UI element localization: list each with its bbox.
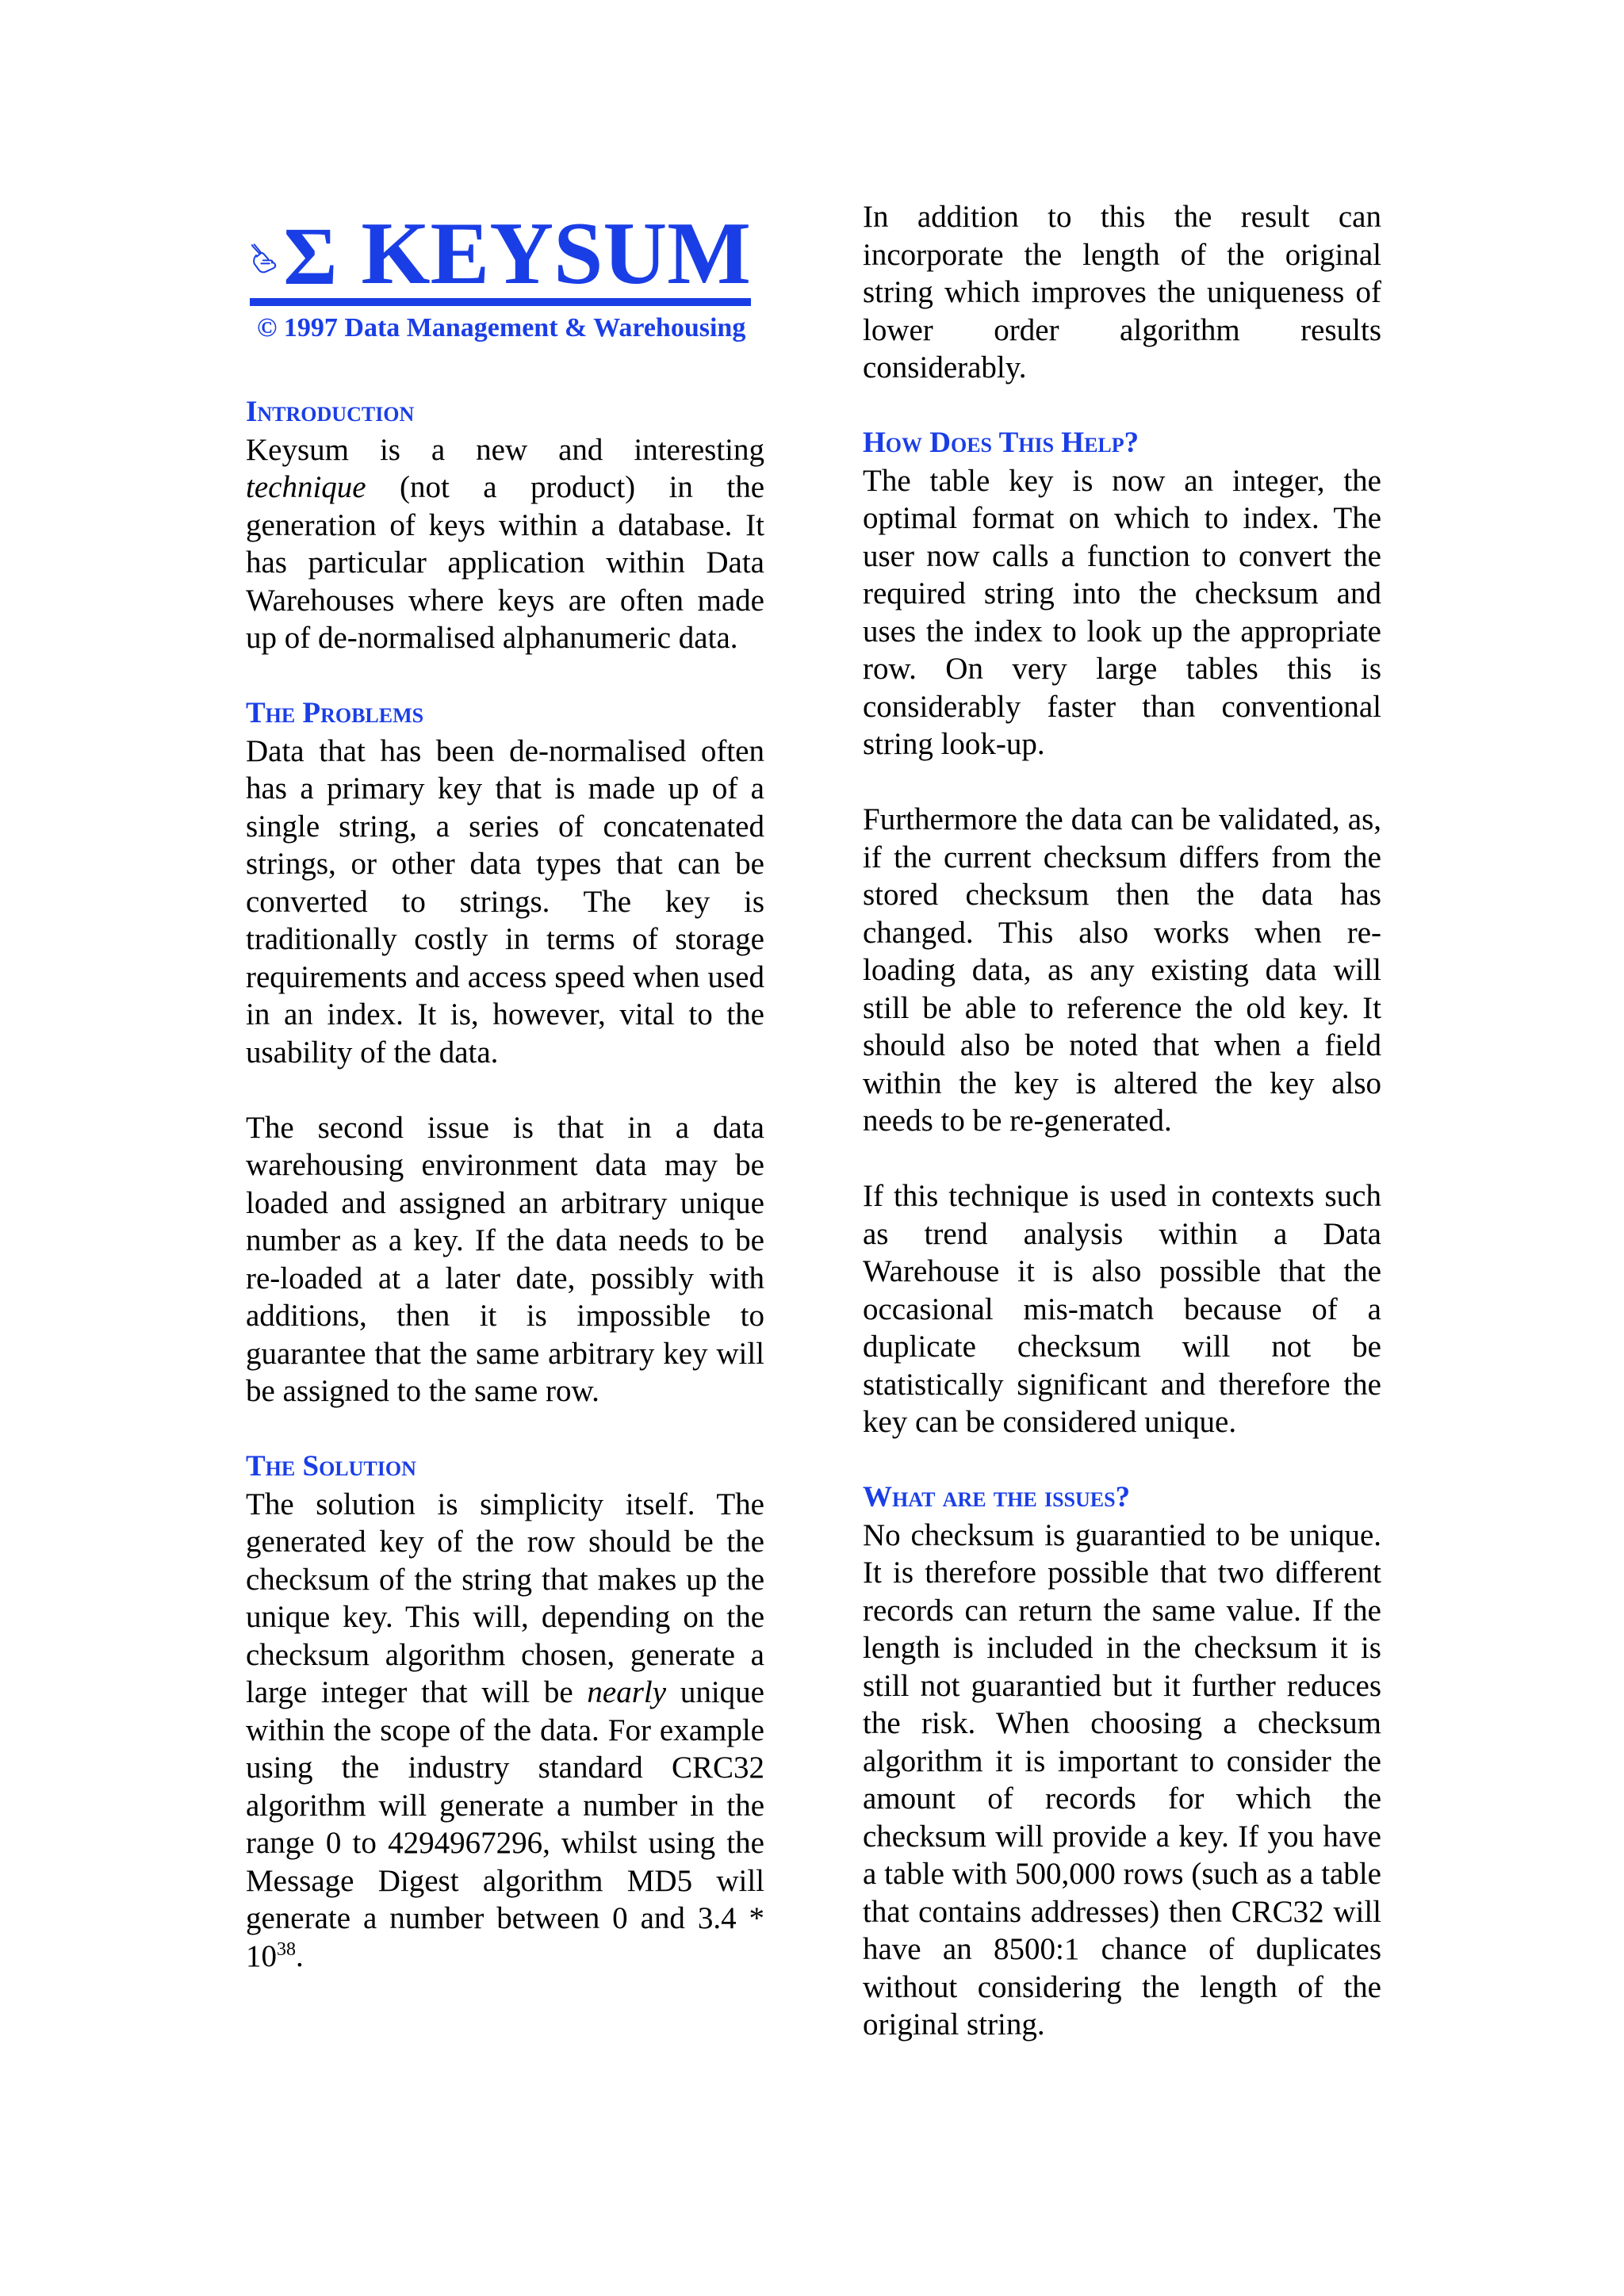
continuation-paragraph: In addition to this the result can incorporate the length of the original string which improves the uniqueness of lower order algorithm results considerably. [863, 200, 1381, 385]
problems-paragraph-2: The second issue is that in a data warehousing environment data may be loaded and assigned an arbitrary unique number as a key. If the data needs to be re-loaded at a later date, possibly with additions, then it is impossible to guarantee that the same arbitrary key will be assigned to the same row. [246, 1110, 764, 1408]
help-paragraph-1: The table key is now an integer, the optimal format on which to index. The user now calls a function to convert the required string into the checksum and uses the index to look up the appropriate row. On very large tables this is considerably faster than conventional string look-up. [863, 463, 1381, 761]
left-column [246, 198, 764, 1975]
copyright-notice: © 1997 Data Management & Warehousing [257, 313, 746, 342]
solution-paragraph: The solution is simplicity itself. The generated key of the row should be the checksum of the string that makes up the unique key. This will, depending on the checksum algorithm chosen, generate a large integer that will be nearly unique within the scope of the data. For example using the industry standard CRC32 algorithm will generate a number in the range 0 to 4294967296, whilst using the Message Digest algorithm MD5 will generate a number between 0 and $3.4 * 10^{38}$. [246, 1487, 764, 1973]
logo-title: KEYSUM [361, 205, 751, 303]
heading-solution: The Solution [246, 1450, 416, 1483]
heading-how-does-this-help: How Does This Help? [863, 427, 1139, 459]
heading-problems: The Problems [246, 697, 424, 729]
help-paragraph-2: Furthermore the data can be validated, as, if the current checksum differs from the stored checksum then the data has changed. This also works when re-loading data, as any existing data will still be able to reference the old key. It should also be noted that when a field within the key is altered the key also needs to be re-generated. [863, 802, 1381, 1138]
right-column [863, 198, 1381, 2044]
heading-issues: What are the issues? [863, 1481, 1131, 1513]
problems-paragraph-1: Data that has been de-normalised often has a primary key that is made up of a single string, a series of concatenated strings, or other data types that can be converted to strings. The key is traditionally costly in terms of storage requirements and access speed when used in an index. It is, however, vital to the usability of the data. [246, 733, 764, 1070]
heading-introduction: Introduction [246, 396, 415, 428]
issues-paragraph: No checksum is guarantied to be unique. It is therefore possible that two different records can return the same value. If the length is included in the checksum it is still not guarantied but it further reduces the risk. When choosing a checksum algorithm it is important to consider the amount of records for which the checksum will provide a key. If you have a table with 500,000 rows (such as a table that contains addresses) then CRC32 will have an 8500:1 chance of duplicates without considering the length of the original string. [863, 1517, 1381, 2042]
logo [250, 198, 751, 306]
hand-writing-icon [250, 219, 277, 298]
help-paragraph-3: If this technique is used in contexts such as trend analysis within a Data Warehouse it is also possible that the occasional mis-match because of a duplicate checksum will not be statistically significant and therefore the key can be considered unique. [863, 1179, 1381, 1439]
sigma-symbol: Σ [283, 211, 338, 302]
introduction-paragraph: Keysum is a new and interesting technique (not a product) in the generation of keys within a database. It has particular application within Data Warehouses where keys are often made up of de-normalised alphanumeric data. [246, 432, 764, 655]
